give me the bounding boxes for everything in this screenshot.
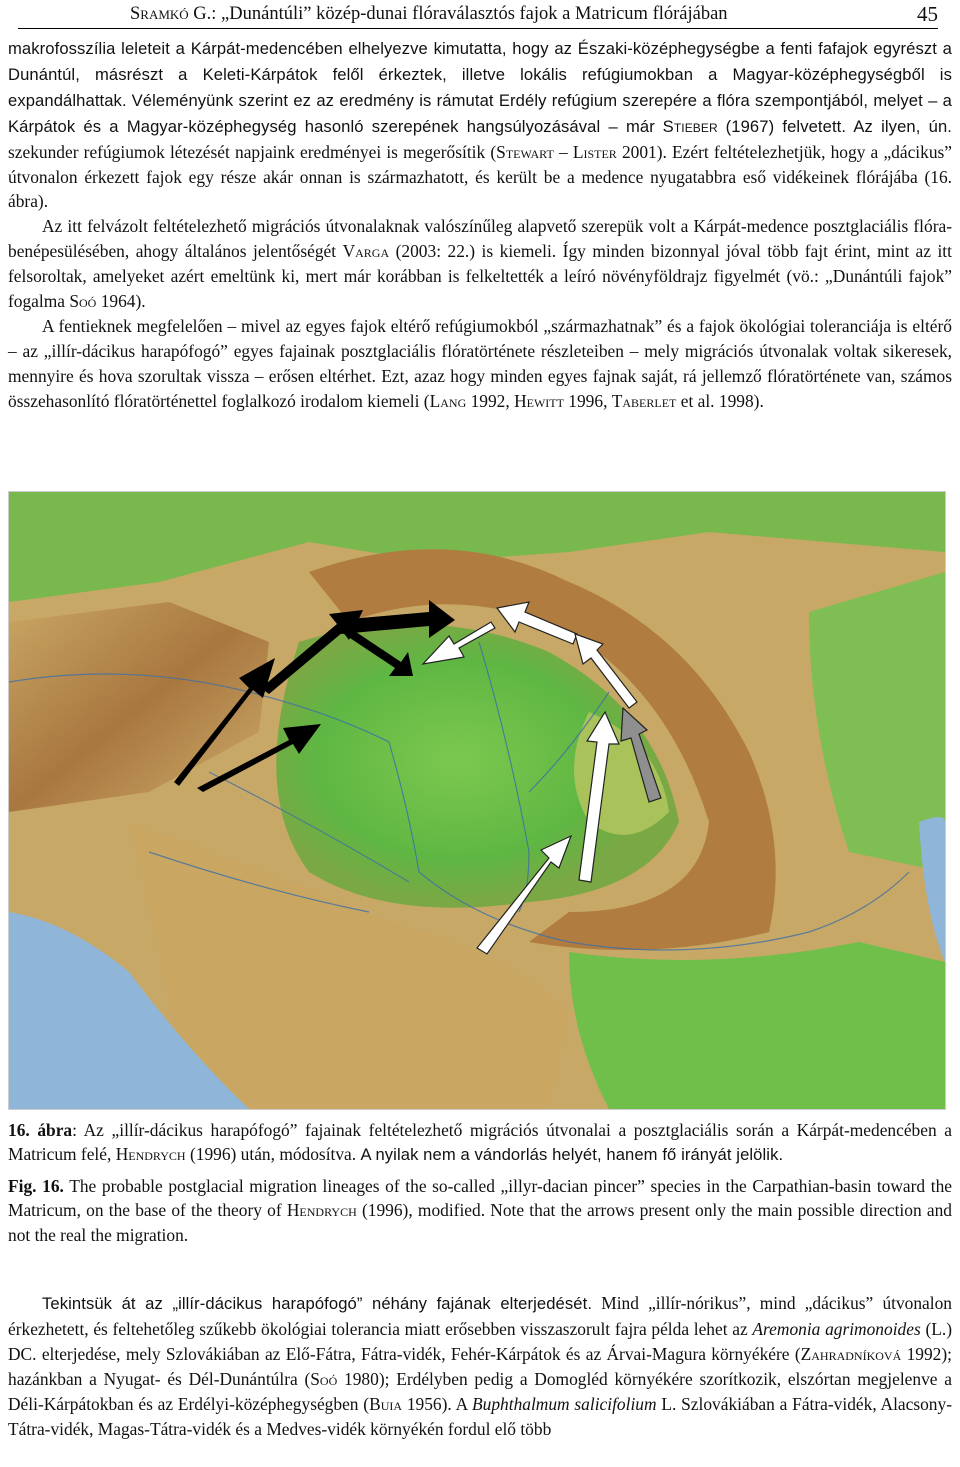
para1-sans: makrofosszília leleteit a Kárpát-medencében elhelyezve kimutatta, hogy az Északi-középhegységbe a fenti fafajok egyrészt a Dunántúl, másrészt a Keleti-Kárpátok felől érkeztek, illetve lokális refúgiumokban a Magyar-középhegységből is expandálhattak.	[8, 39, 952, 110]
para1-sans-tail: Véleményünk szerint ez az eredmény is rámutat Erdély refúgium szerepére a flóra szempontjából, melyet – a Kárpátok és a Magyar-középhegység hasonló szerepének hangsúlyozásával – már	[8, 90, 952, 136]
body-text-top	[8, 36, 952, 414]
cite-lister: Lister	[572, 141, 617, 162]
para1-after-lister: 2001). Ezért feltételezhetjük, hogy a „dácikus” útvonalon érkezett fajok egy része akár onnan is származhatott, és került be a medence nyugatabbra eső vidékeinek flórájába (16. ábra).	[8, 141, 953, 212]
caption-en-label: Fig. 16.	[8, 1175, 64, 1196]
cite-stewart: Stewart	[496, 141, 554, 162]
page-number: 45	[917, 2, 938, 26]
cite-soo: Soó	[69, 291, 97, 312]
paragraph-1	[8, 36, 952, 214]
paragraph-4: Tekintsük át az „illír-dácikus harapófogó” néhány fajának elterjedését. Mind „illír-nórikus”, mind „dácikus” útvonalon érkezhetett, és feltehetőleg szűkebb ökológiai tolerancia miatt erősebben visszaszorult fajra példa lehet az Aremonia agrimonoides (L.) DC. elterjedése, mely Szlovákiában az Elő-Fátra, Fátra-vidék, Fehér-Kárpátok és az Árvai-Magura környékére (Zahradníková 1992); hazánkban a Nyugat- és Dél-Dunántúlra (Soó 1980); Erdélyben pedig a Domogléd környékére szorítkozik, elszórtan megjelenve a Déli-Kárpátokban és az Erdélyi-középhegységben (Buia 1956). A Buphthalmum salicifolium L. Szlovákiában a Fátra-vidék, Alacsony-Tátra-vidék, Magas-Tátra-vidék és a Medves-vidék környékén fordul elő több	[8, 1293, 952, 1439]
header-title	[130, 4, 728, 25]
caption-hungarian: 16. ábra: Az „illír-dácikus harapófogó” fajainak feltételezhető migrációs útvonalai a posztglaciális során a Kárpát-medencében a Matricum felé, Hendrych (1996) után, módosítva. A nyilak nem a vándorlás helyét, hanem fő irányát jelölik.	[8, 1120, 952, 1165]
body-text-bottom	[8, 1291, 952, 1441]
paragraph-3: A fentieknek megfelelően – mivel az egyes fajok eltérő refúgiumokból „származhatnak” és a fajok ökológiai toleranciája is eltérő – az „illír-dácikus harapófogó” egyes fajainak posztglaciális flóratörténete részleteiben – mely migrációs útvonalak voltak sikeresek, mennyire és hova szorultak vissza – erősen eltérhet. Ezt, azaz hogy minden egyes fajnak saját, rá jellemző flóratörténete van, számos összehasonlító flóratörténettel foglalkozó irodalom kiemeli (Lang 1992, Hewitt 1996, Taberlet et al. 1998).	[8, 315, 952, 411]
cite-stieber: Stieber	[662, 116, 718, 136]
header-author: Sramkó G.	[130, 4, 212, 24]
taxon-buphthalmum: Buphthalmum salicifolium	[472, 1393, 657, 1414]
figure-captions	[8, 1118, 952, 1253]
para1-after-stieber: (1967) felvetett. Az ilyen, ún.	[725, 116, 952, 136]
cite-hewitt: Hewitt	[514, 390, 564, 411]
relief-map	[9, 492, 945, 1109]
caption-hu-label: 16. ábra	[8, 1120, 73, 1140]
cite-varga: Varga	[342, 241, 390, 262]
running-header	[18, 2, 938, 29]
caption-english: Fig. 16. The probable postglacial migration lineages of the so-called „illyr-dacian pincer” species in the Carpathian-basin toward the Matricum, on the base of the theory of Hendrych (1996), modified. Note that the arrows present only the main possible direction and not the real the migration.	[8, 1175, 952, 1245]
paragraph-2: Az itt felvázolt feltételezhető migrációs útvonalaknak valószínűleg alapvető szerepük volt a Kárpát-medence posztglaciális flóra-benépesülésében, ahogy általános jelentőségét Varga (2003: 22.) is kiemeli. Így minden bizonnyal jóval több fajt érint, mint az itt felsoroltak, amelyeket azért emeltünk ki, mert már korábban is felkeltették a leíró növényföldrajz figyelmét (vö.: „Dunántúli fajok” fogalma Soó 1964).	[8, 216, 952, 312]
para1-dash: –	[553, 141, 573, 162]
taxon-aremonia: Aremonia agrimonoides	[752, 1318, 921, 1339]
header-title-text: : „Dunántúli” közép-dunai flóraválasztós fajok a Matricum flórájában	[211, 4, 728, 24]
cite-taberlet: Taberlet	[611, 390, 677, 411]
migration-map-figure	[8, 491, 946, 1110]
para1-serif: szekunder refúgiumok létezését napjaink eredményei is megerősítik (	[8, 141, 497, 162]
cite-lang: Lang	[429, 390, 467, 411]
